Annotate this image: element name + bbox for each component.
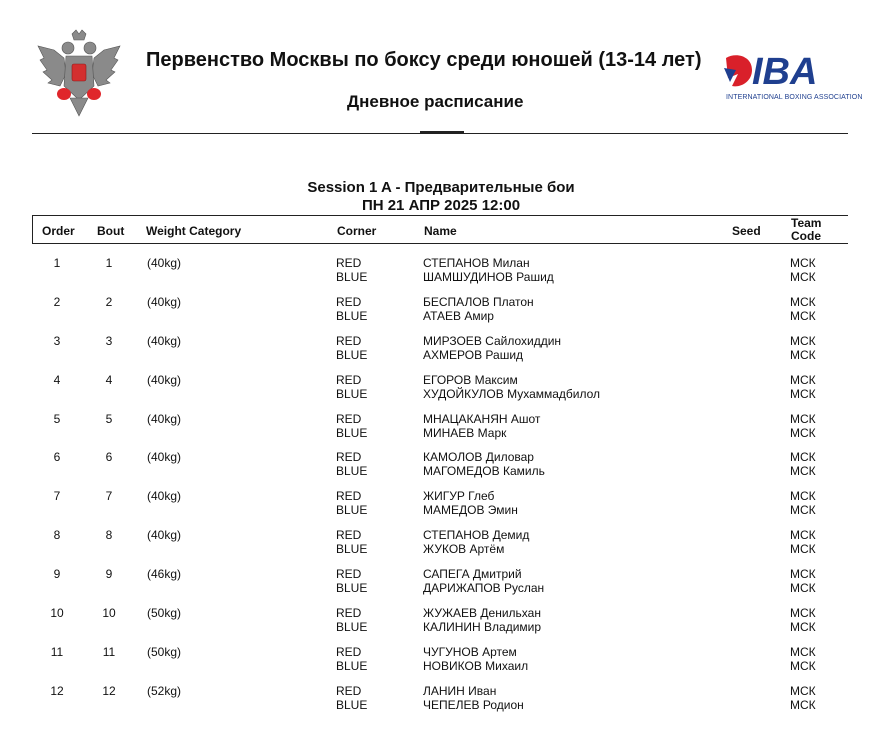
blue-team-code: МСК — [790, 308, 816, 323]
red-team-code: МСК — [790, 489, 816, 504]
red-corner-cell: RED — [336, 294, 362, 309]
order-cell: 11 — [50, 644, 64, 659]
red-corner-cell: RED — [336, 683, 362, 698]
blue-team-code: МСК — [790, 581, 816, 596]
weight-cell: (40kg) — [147, 333, 182, 348]
red-team-code: МСК — [790, 567, 816, 582]
blue-corner-cell: BLUE — [336, 697, 368, 712]
blue-boxer-name: МАМЕДОВ Эмин — [423, 503, 518, 518]
table-header — [32, 215, 848, 244]
red-corner-cell: RED — [336, 333, 362, 348]
table-row — [32, 604, 848, 643]
blue-team-code: МСК — [790, 347, 816, 362]
blue-boxer-name: МАГОМЕДОВ Камиль — [423, 464, 545, 479]
order-cell: 2 — [53, 294, 61, 309]
blue-boxer-name: АХМЕРОВ Рашид — [423, 347, 524, 362]
blue-corner-cell: BLUE — [336, 658, 368, 673]
weight-cell: (46kg) — [147, 567, 182, 582]
table-row — [32, 448, 848, 487]
blue-team-code: МСК — [790, 658, 816, 673]
table-row — [32, 565, 848, 604]
red-corner-cell: RED — [336, 644, 362, 659]
table-row — [32, 293, 848, 332]
column-header-seed: Seed — [732, 224, 761, 238]
table-row — [32, 643, 848, 682]
column-header-bout: Bout — [97, 224, 125, 238]
blue-boxer-name: МИНАЕВ Марк — [423, 425, 507, 440]
session-date: ПН 21 АПР 2025 12:00 — [361, 197, 521, 214]
iba-logo-subtext: INTERNATIONAL BOXING ASSOCIATION — [726, 94, 863, 101]
blue-team-code: МСК — [790, 620, 816, 635]
blue-team-code: МСК — [790, 697, 816, 712]
red-corner-cell: RED — [336, 450, 362, 465]
header-divider — [32, 133, 848, 134]
blue-boxer-name: ЧЕПЕЛЕВ Родион — [423, 697, 524, 712]
weight-cell: (40kg) — [147, 372, 182, 387]
blue-team-code: МСК — [790, 503, 816, 518]
blue-boxer-name: ШАМШУДИНОВ Рашид — [423, 270, 554, 284]
red-corner-cell: RED — [336, 256, 362, 270]
blue-team-code: МСК — [790, 542, 816, 557]
order-cell: 3 — [53, 333, 61, 348]
red-boxer-name: МИРЗОЕВ Сайлохиддин — [423, 333, 562, 348]
order-cell: 8 — [53, 528, 61, 543]
red-boxer-name: САПЕГА Дмитрий — [423, 567, 522, 582]
red-boxer-name: ЛАНИН Иван — [423, 683, 497, 698]
red-team-code: МСК — [790, 683, 816, 698]
red-boxer-name: ЧУГУНОВ Артем — [423, 644, 517, 659]
red-corner-cell: RED — [336, 489, 362, 504]
order-cell: 10 — [50, 606, 64, 621]
red-corner-cell: RED — [336, 606, 362, 621]
order-cell: 9 — [53, 567, 61, 582]
blue-corner-cell: BLUE — [336, 386, 368, 401]
bouts-table — [32, 254, 848, 721]
blue-boxer-name: НОВИКОВ Михаил — [423, 658, 529, 673]
column-header-name: Name — [424, 224, 457, 238]
column-header-corner: Corner — [337, 224, 377, 238]
table-row — [32, 682, 848, 721]
blue-boxer-name: ЖУКОВ Артём — [423, 542, 505, 557]
red-corner-cell: RED — [336, 411, 362, 426]
bout-cell: 6 — [105, 450, 113, 465]
iba-logo-text: IBA — [752, 51, 818, 93]
red-corner-cell: RED — [336, 372, 362, 387]
bout-cell: 1 — [105, 256, 113, 270]
order-cell: 4 — [53, 372, 61, 387]
red-boxer-name: ЕГОРОВ Максим — [423, 372, 518, 387]
table-row — [32, 371, 848, 410]
red-team-code: МСК — [790, 528, 816, 543]
weight-cell: (40kg) — [147, 411, 182, 426]
red-team-code: МСК — [790, 333, 816, 348]
blue-boxer-name: ДАРИЖАПОВ Руслан — [423, 581, 545, 596]
bout-cell: 5 — [105, 411, 113, 426]
order-cell: 12 — [50, 683, 64, 698]
iba-glove-icon — [722, 52, 756, 92]
blue-corner-cell: BLUE — [336, 270, 368, 284]
blue-corner-cell: BLUE — [336, 308, 368, 323]
blue-boxer-name: АТАЕВ Амир — [423, 308, 494, 323]
red-team-code: МСК — [790, 372, 816, 387]
red-boxer-name: СТЕПАНОВ Милан — [423, 256, 530, 270]
table-row — [32, 410, 848, 449]
blue-corner-cell: BLUE — [336, 425, 368, 440]
red-corner-cell: RED — [336, 528, 362, 543]
bout-cell: 9 — [105, 567, 113, 582]
bout-cell: 3 — [105, 333, 113, 348]
blue-team-code: МСК — [790, 386, 816, 401]
blue-corner-cell: BLUE — [336, 581, 368, 596]
red-boxer-name: СТЕПАНОВ Демид — [423, 528, 530, 543]
red-corner-cell: RED — [336, 567, 362, 582]
bout-cell: 12 — [102, 683, 116, 698]
blue-corner-cell: BLUE — [336, 347, 368, 362]
page-subtitle: Дневное расписание — [347, 92, 524, 111]
blue-corner-cell: BLUE — [336, 542, 368, 557]
order-cell: 7 — [53, 489, 61, 504]
column-header-team-code: Team Code — [791, 216, 822, 243]
order-cell: 6 — [53, 450, 61, 465]
bout-cell: 11 — [102, 644, 116, 659]
table-row — [32, 487, 848, 526]
table-row — [32, 254, 848, 293]
bout-cell: 8 — [105, 528, 113, 543]
bout-cell: 4 — [105, 372, 113, 387]
column-header-weight: Weight Category — [146, 224, 242, 238]
weight-cell: (40kg) — [147, 256, 182, 270]
red-team-code: МСК — [790, 606, 816, 621]
column-header-order: Order — [42, 224, 75, 238]
red-boxer-name: БЕСПАЛОВ Платон — [423, 294, 534, 309]
red-boxer-name: ЖИГУР Глеб — [423, 489, 495, 504]
header-divider-tick — [420, 131, 464, 133]
order-cell: 5 — [53, 411, 61, 426]
red-boxer-name: ЖУЖАЕВ Денильхан — [423, 606, 541, 621]
red-team-code: МСК — [790, 294, 816, 309]
red-boxer-name: КАМОЛОВ Диловар — [423, 450, 534, 465]
blue-boxer-name: ХУДОЙКУЛОВ Мухаммадбилол — [423, 386, 601, 401]
blue-team-code: МСК — [790, 464, 816, 479]
table-row — [32, 332, 848, 371]
blue-corner-cell: BLUE — [336, 503, 368, 518]
iba-logo — [722, 50, 863, 105]
page-title: Первенство Москвы по боксу среди юношей (13-14 лет) — [146, 49, 702, 71]
red-team-code: МСК — [790, 450, 816, 465]
blue-corner-cell: BLUE — [336, 464, 368, 479]
red-team-code: МСК — [790, 644, 816, 659]
table-row — [32, 526, 848, 565]
blue-corner-cell: BLUE — [336, 620, 368, 635]
order-cell: 1 — [53, 256, 61, 270]
weight-cell: (40kg) — [147, 294, 182, 309]
weight-cell: (50kg) — [147, 606, 182, 621]
weight-cell: (50kg) — [147, 644, 182, 659]
bout-cell: 10 — [102, 606, 116, 621]
weight-cell: (40kg) — [147, 528, 182, 543]
session-title: Session 1 A - Предварительные бои — [307, 179, 575, 196]
double-headed-eagle-emblem-icon — [30, 28, 128, 120]
bout-cell: 7 — [105, 489, 113, 504]
blue-boxer-name: КАЛИНИН Владимир — [423, 620, 542, 635]
red-team-code: МСК — [790, 256, 816, 270]
weight-cell: (52kg) — [147, 683, 182, 698]
blue-team-code: МСК — [790, 425, 816, 440]
red-boxer-name: МНАЦАКАНЯН Ашот — [423, 411, 541, 426]
weight-cell: (40kg) — [147, 489, 182, 504]
blue-team-code: МСК — [790, 270, 816, 284]
red-team-code: МСК — [790, 411, 816, 426]
weight-cell: (40kg) — [147, 450, 182, 465]
bout-cell: 2 — [105, 294, 113, 309]
